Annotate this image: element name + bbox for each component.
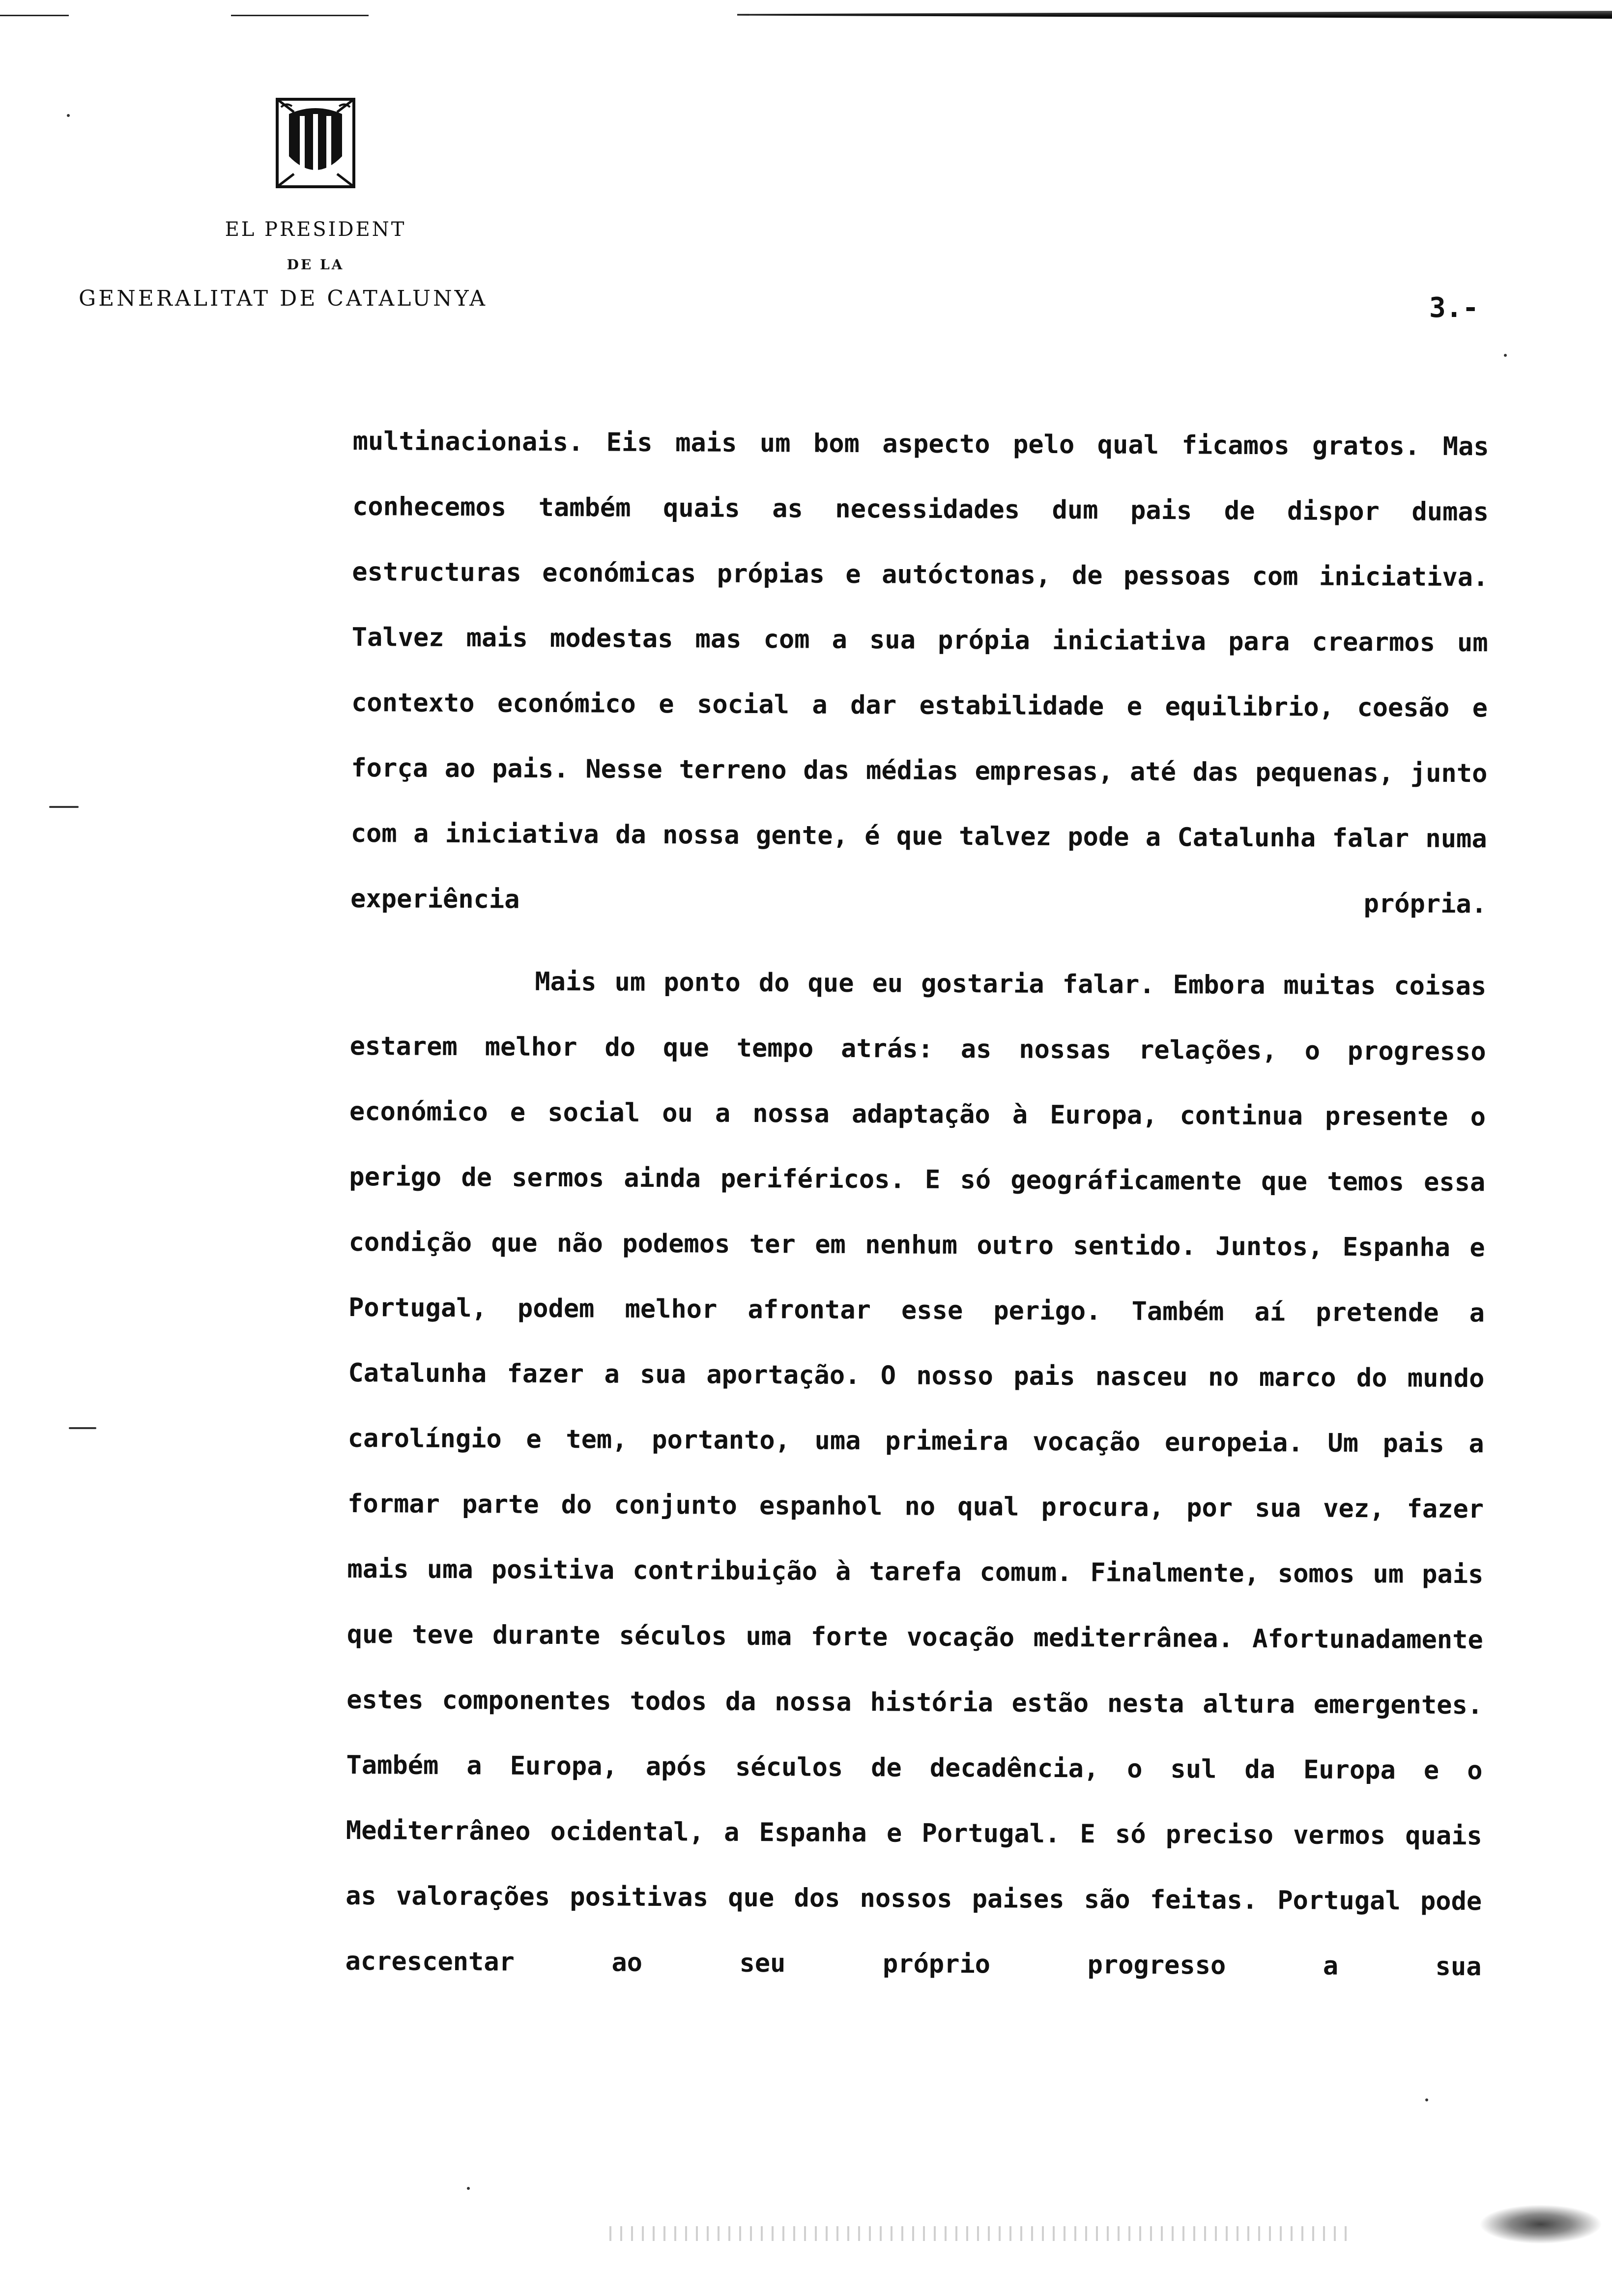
scan-edge-line (0, 15, 69, 16)
scan-smudge (1479, 2205, 1602, 2244)
scan-edge-shadow (737, 11, 1612, 19)
page-number: 3.- (1429, 292, 1479, 324)
scan-speck (1425, 2098, 1428, 2101)
letter-body (345, 409, 1489, 2000)
letterhead-subtitle: DE LA (287, 257, 345, 273)
body-paragraph-2: Mais um ponto do que eu gostaria falar. Embora muitas coisas estarem melhor do que tempo atrás: as nossas relações, o progresso económico e social ou a nossa adaptação à Europa, continua presente o perigo de sermos ainda periféricos. E só geográficamente que temos essa condição que não podemos ter em nenhum outro sentido. Juntos, Espanha e Portugal, podem melhor afrontar esse perigo. Também aí pretende a Catalunha fazer a sua aportação. O nosso pais nasceu no marco do mundo carolíngio e tem, portanto, uma primeira vocação europeia. Um pais a formar parte do conjunto espanhol no qual procura, por sua vez, fazer mais uma positiva contribuição à tarefa comum. Finalmente, somos um pais que teve durante séculos uma forte vocação mediterrânea. Afortunadamente estes componentes todos da nossa história estão nesta altura emergentes. Também a Europa, após séculos de decadência, o sul da Europa e o Mediterrâneo ocidental, a Espanha e Portugal. E só preciso vermos quais as valorações positivas que dos nossos paises são feitas. Portugal pode acrescentar ao seu próprio progresso a sua (345, 967, 1487, 1982)
body-paragraph-1: multinacionais. Eis mais um bom aspecto pelo qual ficamos gratos. Mas conhecemos também quais as necessidades dum pais de dispor dumas estructuras económicas própias e autóctonas, de pessoas com iniciativa. Talvez mais modestas mas com a sua própia iniciativa para crearmos um contexto económico e social a dar estabilidade e equilibrio, coesão e força ao pais. Nesse terreno das médias empresas, até das pequenas, junto com a iniciativa da nossa gente, é que talvez pode a Catalunha falar numa experiência própria. (350, 426, 1489, 919)
generalitat-crest-logo (274, 97, 357, 189)
scan-speck (467, 2187, 470, 2190)
scan-speck (1504, 354, 1507, 357)
scan-edge-line (231, 15, 369, 16)
scan-noise-band (609, 2226, 1347, 2241)
scan-speck (69, 1427, 96, 1429)
scan-speck (49, 806, 79, 808)
letterhead-title: EL PRESIDENT (225, 218, 406, 241)
scan-speck (67, 114, 70, 117)
letterhead-institution: GENERALITAT DE CATALUNYA (79, 286, 488, 311)
